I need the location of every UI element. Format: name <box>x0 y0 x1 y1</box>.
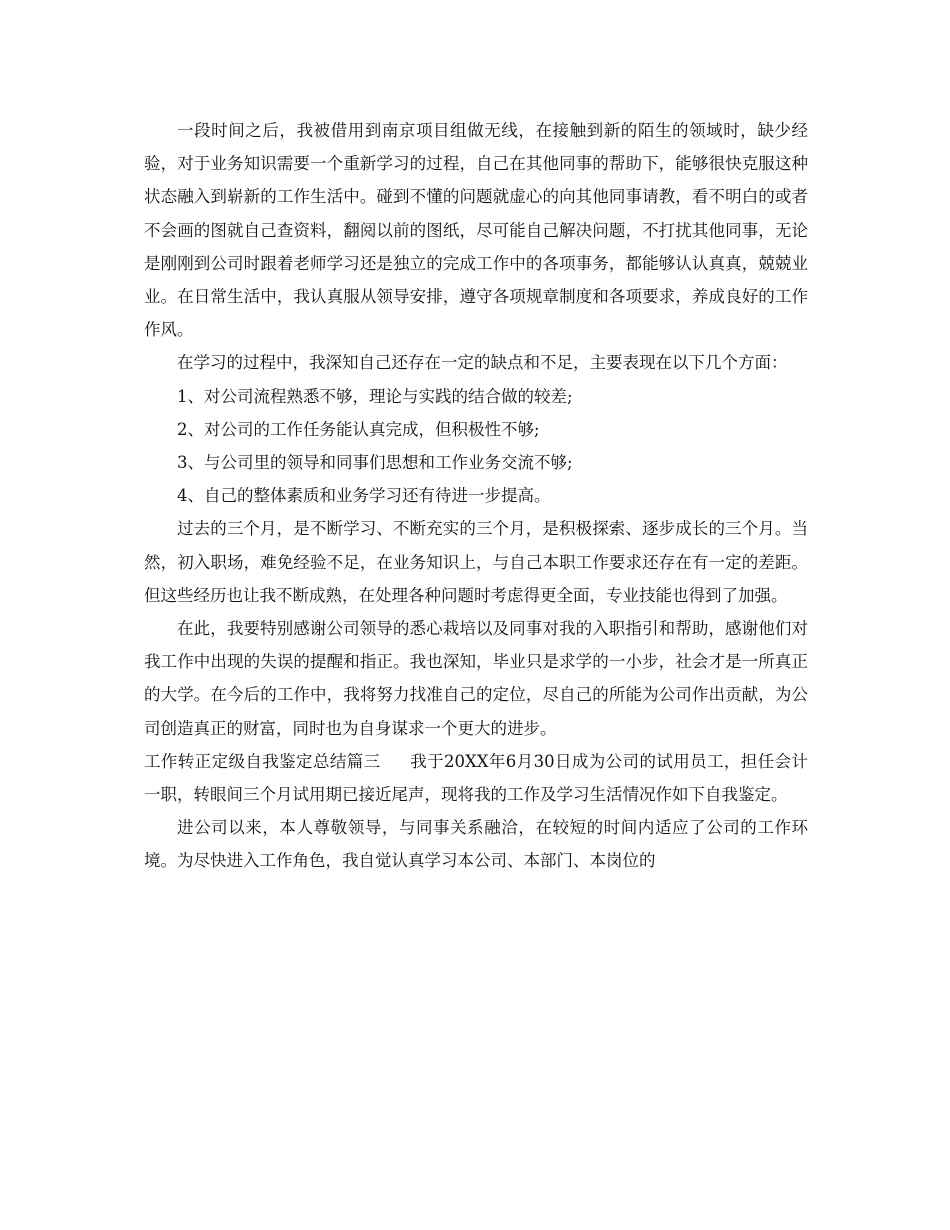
section-three-intro <box>144 745 808 811</box>
paragraph-thanks: 在此，我要特别感谢公司领导的悉心栽培以及同事对我的入职指引和帮助，感谢他们对我工作中出现的失误的提醒和指正。我也深知，毕业只是求学的一小步，社会才是一所真正的大学。在今后的工作中，我将努力找准自己的定位，尽自己的所能为公司作出贡献，为公司创造真正的财富，同时也为自身谋求一个更大的进步。 <box>144 619 808 738</box>
list-item-1: 1、对公司流程熟悉不够，理论与实践的结合做的较差; <box>177 386 573 406</box>
paragraph-since-joining: 进公司以来，本人尊敬领导，与同事关系融洽，在较短的时间内适应了公司的工作环境。为尽快进入工作角色，我自觉认真学习本公司、本部门、本岗位的 <box>144 818 808 871</box>
list-item-2: 2、对公司的工作任务能认真完成，但积极性不够; <box>177 419 540 439</box>
paragraph-borrowed-to-nanjing: 一段时间之后，我被借用到南京项目组做无线，在接触到新的陌生的领域时，缺少经验，对于业务知识需要一个重新学习的过程，自己在其他同事的帮助下，能够很快克服这种状态融入到崭新的工作生活中。碰到不懂的问题就虚心的向其他同事请教，看不明白的或者不会画的图就自己查资料，翻阅以前的图纸，尽可能自己解决问题，不打扰其他同事，无论是刚刚到公司时跟着老师学习还是独立的完成工作中的各项事务，都能够认认真真，兢兢业业。在日常生活中，我认真服从领导安排，遵守各项规章制度和各项要求，养成良好的工作作风。 <box>144 121 808 340</box>
document-body <box>144 114 808 878</box>
paragraph-past-three-months: 过去的三个月，是不断学习、不断充实的三个月，是积极探索、逐步成长的三个月。当然，初入职场，难免经验不足，在业务知识上，与自己本职工作要求还存在有一定的差距。但这些经历也让我不断成熟，在处理各种问题时考虑得更全面，专业技能也得到了加强。 <box>144 519 808 605</box>
list-item-4: 4、自己的整体素质和业务学习还有待进一步提高。 <box>177 486 551 506</box>
list-item-3: 3、与公司里的领导和同事们思想和工作业务交流不够; <box>177 453 573 473</box>
section-first-paragraph: 我于20XX年6月30日成为公司的试用员工，担任会计一职，转眼间三个月试用期已接近尾声，现将我的工作及学习生活情况作如下自我鉴定。 <box>144 751 808 805</box>
paragraph-shortcomings-intro: 在学习的过程中，我深知自己还存在一定的缺点和不足，主要表现在以下几个方面： <box>177 353 788 373</box>
section-heading: 工作转正定级自我鉴定总结篇三 <box>144 751 381 771</box>
